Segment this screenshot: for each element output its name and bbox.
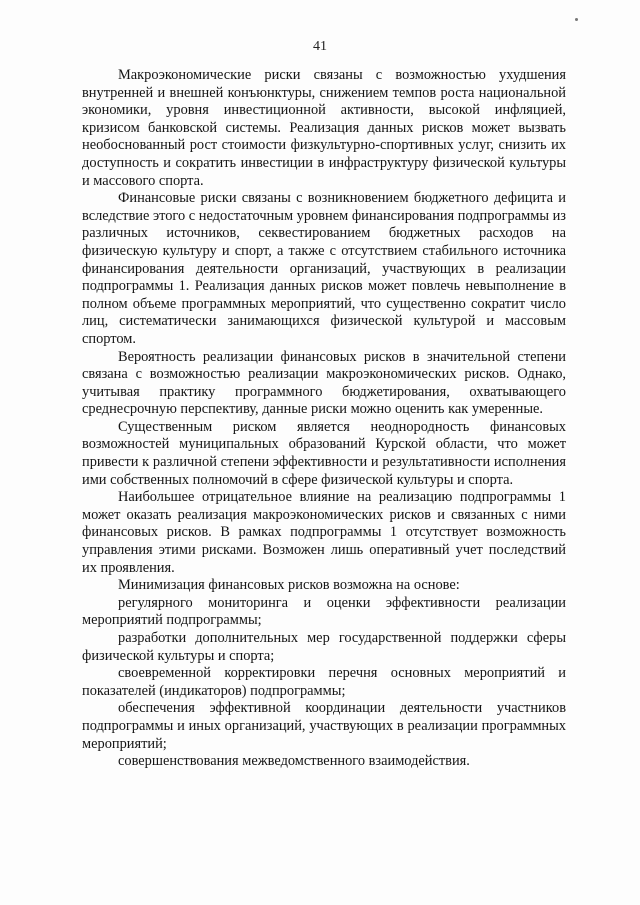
paragraph-minimization-intro: Минимизация финансовых рисков возможна на основе: [118,577,460,594]
paragraph-financial-risks: Финансовые риски связаны с возникновением бюджетного дефицита и вследствие этого с недостаточным уровнем финансирования подпрограммы из различных источников, секвестированием бюджетных расходов на физическую культуру и спорт, а также с отсутствием стабильного источника финансирования деятельности организаций, участвующих в реализации подпрограммы 1. Реализация данных рисков может повлечь невыполнение в полном объеме программных мероприятий, что существенно сократит число лиц, систематически занимающихся физической культурой и массовым спортом. [82,190,566,347]
page-number: 41 [313,39,327,54]
document-body [82,67,566,771]
list-item-support-measures: разработки дополнительных мер государственной поддержки сферы физической культуры и спорта; [82,630,566,664]
paragraph-macroeconomic-risks: Макроэкономические риски связаны с возможностью ухудшения внутренней и внешней конъюнктуры, снижением темпов роста национальной экономики, уровня инвестиционной активности, высокой инфляцией, кризисом банковской системы. Реализация данных рисков может вызвать необоснованный рост стоимости физкультурно-спортивных услуг, снизить их доступность и сократить инвестиции в инфраструктуру физической культуры и массового спорта. [82,67,566,189]
list-item-adjustment: своевременной корректировки перечня основных мероприятий и показателей (индикаторов) подпрограммы; [82,665,566,699]
list-item-interagency: совершенствования межведомственного взаимодействия. [118,753,470,770]
scan-speck [575,18,578,21]
list-item-coordination: обеспечения эффективной координации деятельности участников подпрограммы и иных организаций, участвующих в реализации программных мероприятий; [82,700,566,752]
list-item-monitoring: регулярного мониторинга и оценки эффективности реализации мероприятий подпрограммы; [82,594,566,629]
paragraph-negative-impact: Наибольшее отрицательное влияние на реализацию подпрограммы 1 может оказать реализация макроэкономических рисков и связанных с ними финансовых рисков. В рамках подпрограммы 1 отсутствует возможность управления этими рисками. Возможен лишь оперативный учет последствий их проявления. [82,489,566,576]
paragraph-municipal-heterogeneity: Существенным риском является неоднородность финансовых возможностей муниципальных образований Курской области, что может привести к различной степени эффективности и результативности исполнения ими собственных полномочий в сфере физической культуры и спорта. [82,418,566,488]
paragraph-risk-probability: Вероятность реализации финансовых рисков в значительной степени связана с возможностью реализации макроэкономических рисков. Однако, учитывая практику программного бюджетирования, охватывающего среднесрочную перспективу, данные риски можно оценить как умеренные. [82,348,566,418]
